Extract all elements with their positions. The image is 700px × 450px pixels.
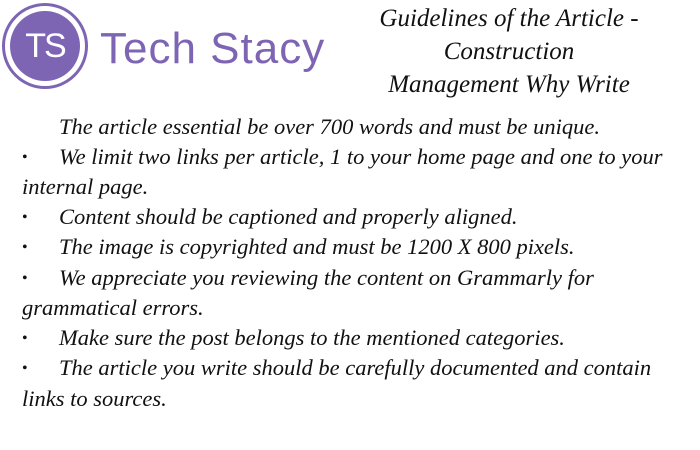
guidelines-list [22,142,682,414]
logo-mark-icon [2,3,88,89]
title-line-1: Guidelines of the Article - [379,5,639,32]
brand-logo [2,3,325,89]
guidelines-content [22,112,682,413]
logo-mark-text: TS [10,11,80,81]
list-item-text: We limit two links per article, 1 to your home page and one to your internal page. [22,143,663,199]
list-item [22,202,682,233]
list-item [22,232,682,263]
brand-name: Tech Stacy [100,24,326,73]
bullet-icon: • [22,148,28,166]
bullet-icon: • [22,329,28,347]
intro-text: The article essential be over 700 words and must be unique. [59,114,600,139]
list-item-text: Make sure the post belongs to the mentioned categories. [59,324,565,350]
bullet-icon: • [22,239,28,256]
bullet-icon: • [22,208,28,226]
bullet-icon: • [22,269,28,287]
list-item-text: Content should be captioned and properly aligned. [59,203,518,229]
list-item-text: We appreciate you reviewing the content on Grammarly for grammatical errors. [22,264,594,320]
list-item [22,142,682,202]
list-item [22,323,682,354]
list-item-text: The article you write should be carefully documented and contain links to sources. [22,355,652,411]
list-item [22,263,682,323]
title-line-3: Management Why Write [388,71,630,98]
title-line-2: Construction [443,38,575,65]
page-title [344,2,674,101]
bullet-icon: • [22,360,28,377]
list-item-text: The image is copyrighted and must be 1200 X 800 pixels. [59,234,575,259]
list-item [22,353,682,413]
